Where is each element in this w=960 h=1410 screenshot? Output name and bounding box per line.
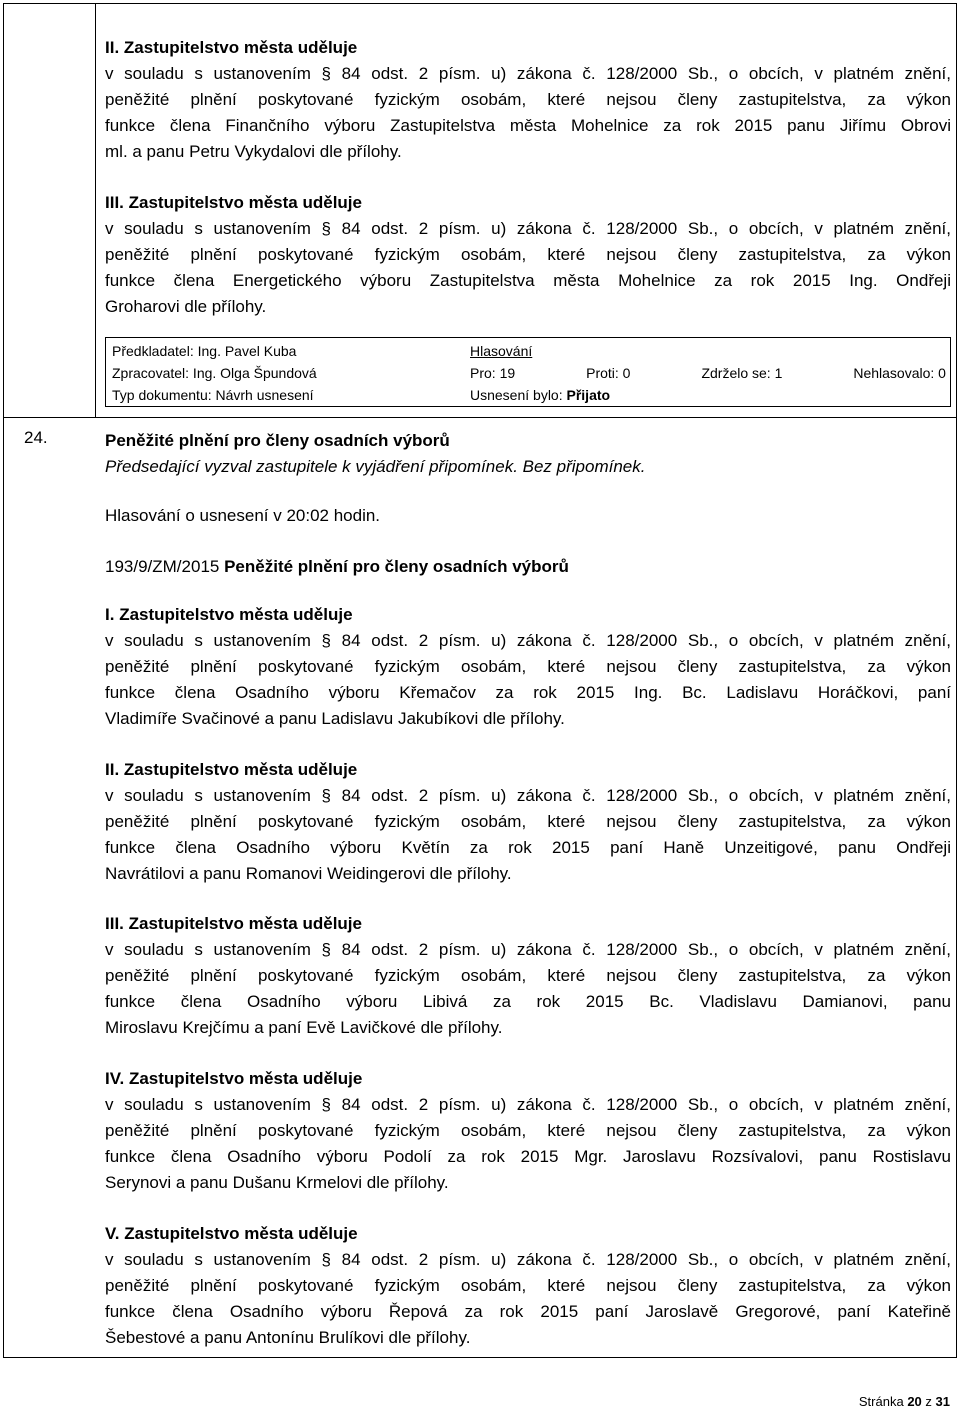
section-text-line: Šebestové a panu Antonínu Brulíkovi dle přílohy. xyxy=(105,1328,471,1347)
page-footer: Stránka 20 z 31 xyxy=(858,1394,950,1409)
resolution-section-v xyxy=(105,1221,951,1351)
section-heading: II. Zastupitelstvo města uděluje xyxy=(105,38,358,57)
section-text-line: v souladu s ustanovením § 84 odst. 2 písm. u) zákona č. 128/2000 Sb., o obcích, v platném znění, xyxy=(105,631,951,650)
resolution-section-iv xyxy=(105,1066,951,1196)
section-text-line: peněžité plnění poskytované fyzickým osobám, které nejsou členy zastupitelstva, za výkon xyxy=(105,657,951,676)
votes-against: Proti: 0 xyxy=(586,365,631,381)
section-text-line: v souladu s ustanovením § 84 odst. 2 písm. u) zákona č. 128/2000 Sb., o obcích, v platném znění, xyxy=(105,1095,951,1114)
section-text-line: peněžité plnění poskytované fyzickým osobám, které nejsou členy zastupitelstva, za výkon xyxy=(105,1276,951,1295)
votes-not-voted: Nehlasovalo: 0 xyxy=(853,365,946,381)
table-column-divider xyxy=(95,3,96,418)
section-text-line: ml. a panu Petru Vykydalovi dle přílohy. xyxy=(105,142,402,161)
resolution-section-iii-prev xyxy=(105,190,951,320)
section-text-line: funkce člena Finančního výboru Zastupitelstva města Mohelnice za rok 2015 panu Jiřímu Obrovi xyxy=(105,116,951,135)
section-heading: III. Zastupitelstvo města uděluje xyxy=(105,914,362,933)
section-text-line: funkce člena Osadního výboru Řepová za rok 2015 paní Jaroslavě Gregorové, paní Kateřině xyxy=(105,1302,951,1321)
resolution-section-iii xyxy=(105,911,951,1041)
section-text-line: Vladimíře Svačinové a panu Ladislavu Jakubíkovi dle přílohy. xyxy=(105,709,565,728)
section-text-line: Serynovi a panu Dušanu Krmelovi dle přílohy. xyxy=(105,1173,449,1192)
document-type: Typ dokumentu: Návrh usnesení xyxy=(112,387,314,403)
item-number: 24. xyxy=(24,428,48,447)
resolution-section-ii xyxy=(105,757,951,887)
section-text-line: v souladu s ustanovením § 84 odst. 2 písm. u) zákona č. 128/2000 Sb., o obcích, v platném znění, xyxy=(105,940,951,959)
section-text-line: v souladu s ustanovením § 84 odst. 2 písm. u) zákona č. 128/2000 Sb., o obcích, v platném znění, xyxy=(105,786,951,805)
predkladatel: Předkladatel: Ing. Pavel Kuba xyxy=(112,343,297,359)
section-text-line: v souladu s ustanovením § 84 odst. 2 písm. u) zákona č. 128/2000 Sb., o obcích, v platném znění, xyxy=(105,64,951,83)
section-text-line: funkce člena Osadního výboru Podolí za rok 2015 Mgr. Jaroslavu Rozsívalovi, panu Rostislavu xyxy=(105,1147,951,1166)
section-heading: II. Zastupitelstvo města uděluje xyxy=(105,760,358,779)
table-row-divider xyxy=(3,417,957,418)
resolution-result: Usnesení bylo: Přijato xyxy=(470,387,611,403)
section-text-line: funkce člena Osadního výboru Libivá za rok 2015 Bc. Vladislavu Damianovi, panu xyxy=(105,992,951,1011)
item-note: Předsedající vyzval zastupitele k vyjádření připomínek. Bez připomínek. xyxy=(105,457,646,476)
voting-heading: Hlasování xyxy=(470,343,533,359)
section-text-line: peněžité plnění poskytované fyzickým osobám, které nejsou členy zastupitelstva, za výkon xyxy=(105,90,951,109)
section-text-line: v souladu s ustanovením § 84 odst. 2 písm. u) zákona č. 128/2000 Sb., o obcích, v platném znění, xyxy=(105,1250,951,1269)
resolution-heading: 193/9/ZM/2015 Peněžité plnění pro členy osadních výborů xyxy=(105,557,569,576)
zpracovatel: Zpracovatel: Ing. Olga Špundová xyxy=(112,365,317,381)
section-text-line: funkce člena Osadního výboru Křemačov za rok 2015 Ing. Bc. Ladislavu Horáčkovi, paní xyxy=(105,683,951,702)
section-text-line: peněžité plnění poskytované fyzickým osobám, které nejsou členy zastupitelstva, za výkon xyxy=(105,966,951,985)
vote-counts xyxy=(470,365,946,381)
section-heading: I. Zastupitelstvo města uděluje xyxy=(105,605,353,624)
section-text-line: Miroslavu Krejčímu a paní Evě Lavičkové dle přílohy. xyxy=(105,1018,503,1037)
resolution-section-ii-prev xyxy=(105,35,951,165)
item-24-header xyxy=(105,428,951,580)
section-heading: III. Zastupitelstvo města uděluje xyxy=(105,193,362,212)
resolution-section-i xyxy=(105,602,951,732)
voting-info-box xyxy=(105,337,951,407)
votes-abstained: Zdrželo se: 1 xyxy=(701,365,783,381)
vote-time: Hlasování o usnesení v 20:02 hodin. xyxy=(105,506,381,525)
section-heading: V. Zastupitelstvo města uděluje xyxy=(105,1224,358,1243)
votes-for: Pro: 19 xyxy=(470,365,516,381)
section-text-line: Navrátilovi a panu Romanovi Weidingerovi dle přílohy. xyxy=(105,864,512,883)
section-text-line: peněžité plnění poskytované fyzickým osobám, které nejsou členy zastupitelstva, za výkon xyxy=(105,1121,951,1140)
section-heading: IV. Zastupitelstvo města uděluje xyxy=(105,1069,363,1088)
section-text-line: v souladu s ustanovením § 84 odst. 2 písm. u) zákona č. 128/2000 Sb., o obcích, v platném znění, xyxy=(105,219,951,238)
section-text-line: Groharovi dle přílohy. xyxy=(105,297,267,316)
section-text-line: peněžité plnění poskytované fyzickým osobám, které nejsou členy zastupitelstva, za výkon xyxy=(105,245,951,264)
section-text-line: funkce člena Energetického výboru Zastupitelstva města Mohelnice za rok 2015 Ing. Ondřeji xyxy=(105,271,951,290)
section-text-line: peněžité plnění poskytované fyzickým osobám, které nejsou členy zastupitelstva, za výkon xyxy=(105,812,951,831)
item-title: Peněžité plnění pro členy osadních výborů xyxy=(105,431,450,450)
section-text-line: funkce člena Osadního výboru Květín za rok 2015 paní Haně Unzeitigové, panu Ondřeji xyxy=(105,838,951,857)
